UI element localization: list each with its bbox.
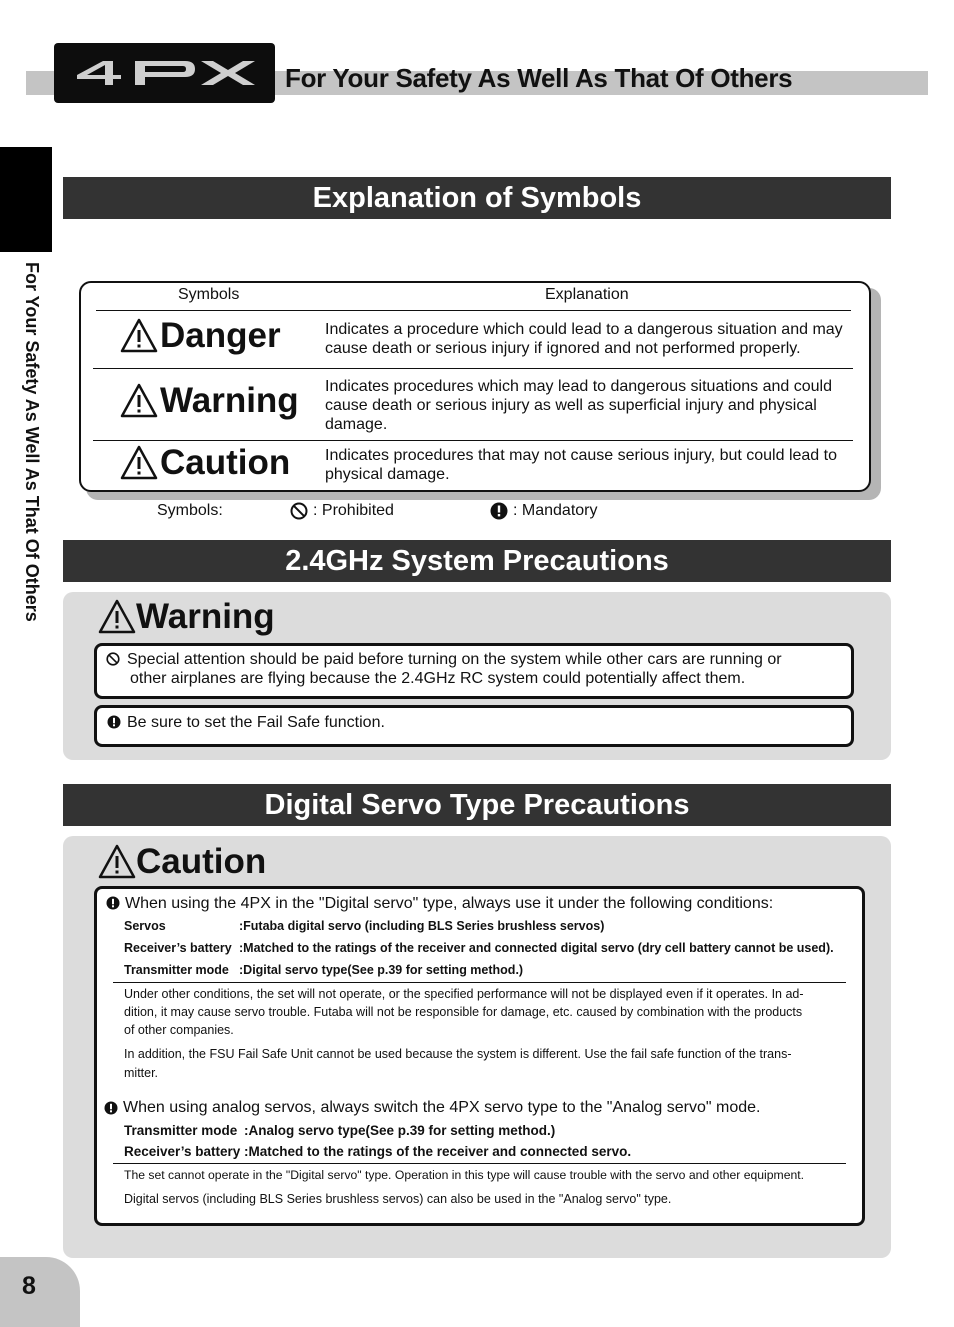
section-title-symbols: Explanation of Symbols xyxy=(63,177,891,219)
warning-symbol xyxy=(120,381,299,421)
legend-prohibited-text: : Prohibited xyxy=(313,502,394,519)
note-line: of other companies. xyxy=(124,1023,234,1037)
legend-mandatory xyxy=(490,502,597,520)
logo-4px-graphic xyxy=(75,61,255,85)
page-number-tab xyxy=(0,1257,80,1327)
mandatory-icon xyxy=(106,896,120,910)
caution-explanation: Indicates procedures that may not cause serious injury, but could lead to physical damage. xyxy=(325,447,837,483)
legend-mandatory-text: : Mandatory xyxy=(513,502,598,519)
legend-label: Symbols: xyxy=(157,502,223,519)
note-line: dition, it may cause servo trouble. Futaba will not be responsible for damage, etc. caused by combination with the products xyxy=(124,1005,803,1019)
condition-value: :Futaba digital servo (including BLS Series brushless servos) xyxy=(239,919,605,933)
warning-item-1-cont: other airplanes are flying because the 2.4GHz RC system could potentially affect them. xyxy=(130,670,746,687)
warning-heading xyxy=(98,597,275,637)
danger-symbol xyxy=(120,316,281,356)
side-tab-marker xyxy=(0,147,52,252)
note-line: The set cannot operate in the "Digital servo" type. Operation in this type will cause trouble with the servo and other equipment. xyxy=(124,1168,805,1182)
caution-symbol xyxy=(120,443,290,483)
condition-key: Transmitter mode xyxy=(124,1123,238,1138)
prohibited-icon xyxy=(290,502,308,520)
table-header-symbols: Symbols xyxy=(178,286,240,303)
condition-value: :Matched to the ratings of the receiver and connected servo. xyxy=(244,1144,632,1159)
mandatory-icon xyxy=(490,502,508,520)
section-title-servo: Digital Servo Type Precautions xyxy=(63,784,891,826)
section-title-24ghz: 2.4GHz System Precautions xyxy=(63,540,891,582)
warning-item-1: Special attention should be paid before turning on the system while other cars are running or xyxy=(127,651,782,668)
caution-heading xyxy=(98,842,266,882)
mandatory-icon xyxy=(107,715,121,729)
condition-key: Receiver’s battery xyxy=(124,941,232,955)
legend-prohibited xyxy=(290,502,394,520)
note-line: mitter. xyxy=(124,1066,159,1080)
caution-heading-label: Caution xyxy=(136,842,267,881)
table-divider xyxy=(93,440,853,441)
warning-explanation: Indicates procedures which may lead to dangerous situations and could cause death or serious injury as well as superficial injury and physical damage. xyxy=(325,378,832,433)
caution-item-2: When using analog servos, always switch the 4PX servo type to the "Analog servo" mode. xyxy=(123,1099,761,1116)
page-header-title: For Your Safety As Well As That Of Others xyxy=(285,63,793,93)
caution-label: Caution xyxy=(160,443,291,482)
condition-divider xyxy=(113,982,846,983)
warning-triangle-icon xyxy=(120,318,158,354)
condition-divider xyxy=(113,1163,846,1164)
brand-logo xyxy=(54,43,275,103)
condition-value: :Analog servo type(See p.39 for setting method.) xyxy=(244,1123,556,1138)
table-header-explanation: Explanation xyxy=(545,286,629,303)
note-line: Digital servos (including BLS Series brushless servos) can also be used in the "Analog servo" type. xyxy=(124,1192,672,1206)
danger-explanation: Indicates a procedure which could lead to a dangerous situation and may cause death or serious injury if ignored and not performed properly. xyxy=(325,321,843,357)
warning-item-2: Be sure to set the Fail Safe function. xyxy=(127,714,385,731)
table-divider xyxy=(93,368,853,369)
side-tab-label: For Your Safety As Well As That Of Others xyxy=(22,262,42,622)
condition-key: Servos xyxy=(124,919,166,933)
prohibited-icon xyxy=(106,652,120,666)
table-divider xyxy=(96,310,851,311)
warning-triangle-icon xyxy=(120,445,158,481)
warning-triangle-icon xyxy=(120,383,158,419)
condition-value: :Matched to the ratings of the receiver and connected digital servo (dry cell battery cannot be used). xyxy=(239,941,834,955)
page-number: 8 xyxy=(22,1272,36,1300)
warning-triangle-icon xyxy=(98,844,136,880)
note-line: Under other conditions, the set will not operate, or the specified performance will not be displayed even if it operates. In ad- xyxy=(124,987,804,1001)
warning-label: Warning xyxy=(160,381,299,420)
warning-heading-label: Warning xyxy=(136,597,275,636)
condition-value: :Digital servo type(See p.39 for setting method.) xyxy=(239,963,524,977)
condition-key: Transmitter mode xyxy=(124,963,229,977)
caution-item-1: When using the 4PX in the "Digital servo" type, always use it under the following conditions: xyxy=(125,895,774,912)
condition-key: Receiver’s battery xyxy=(124,1144,241,1159)
danger-label: Danger xyxy=(160,316,281,355)
warning-triangle-icon xyxy=(98,599,136,635)
note-line: In addition, the FSU Fail Safe Unit cannot be used because the system is different. Use the fail safe function of the trans- xyxy=(124,1047,792,1061)
mandatory-icon xyxy=(104,1101,118,1115)
